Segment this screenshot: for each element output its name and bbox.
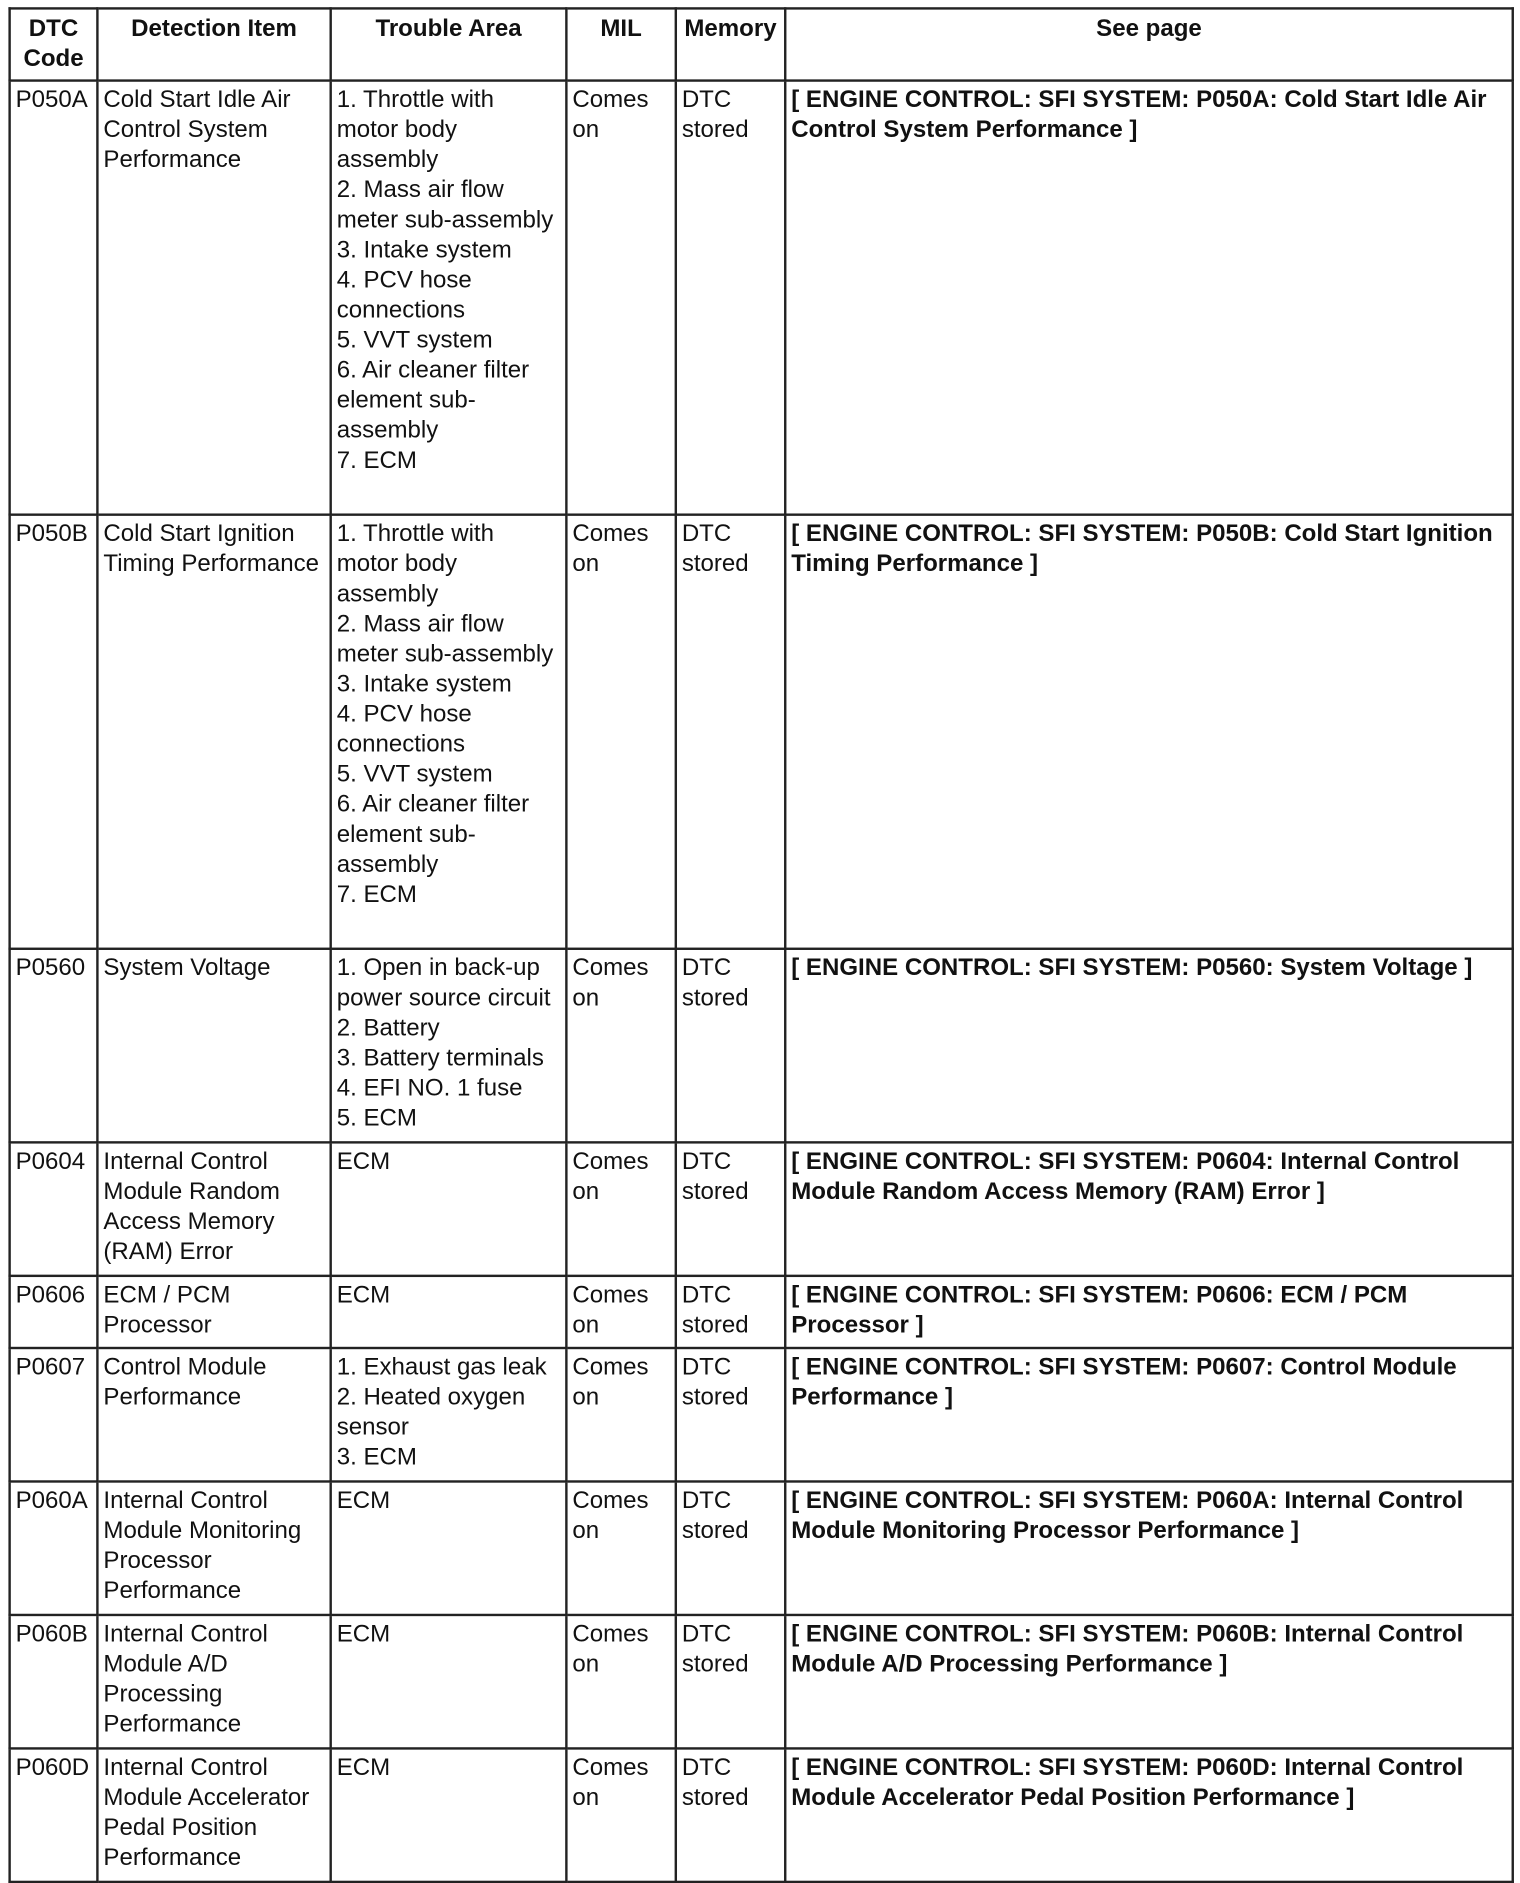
trouble-area-line: 3. Battery terminals [336,1044,544,1072]
memory-cell: DTC stored [676,515,785,949]
trouble-area-line: 6. Air cleaner filter element sub-assembly [336,357,530,444]
header-trouble-area: Trouble Area [331,8,567,80]
mil-cell: Comes on [566,949,675,1143]
header-memory: Memory [676,8,785,80]
table-body [10,81,1513,1882]
trouble-area-line: ECM [336,1754,391,1781]
trouble-area-cell [331,1615,567,1748]
trouble-area-line: ECM [336,1487,391,1514]
dtc-code-cell: P050A [10,81,98,515]
mil-cell: Comes on [566,1615,675,1748]
trouble-area-line: 2. Heated oxygen sensor [336,1384,526,1441]
detection-item-cell: Cold Start Idle Air Control System Performance [97,81,330,515]
mil-cell: Comes on [566,1142,675,1275]
see-page-link[interactable]: [ ENGINE CONTROL: SFI SYSTEM: P0604: Internal Control Module Random Access Memory (RAM) Error ] [785,1142,1513,1275]
detection-item-cell: Internal Control Module A/D Processing Performance [97,1615,330,1748]
see-page-link[interactable]: [ ENGINE CONTROL: SFI SYSTEM: P0607: Control Module Performance ] [785,1348,1513,1481]
trouble-area-line: ECM [336,1281,391,1309]
memory-cell: DTC stored [676,1481,785,1614]
see-page-link[interactable]: [ ENGINE CONTROL: SFI SYSTEM: P0606: ECM / PCM Processor ] [785,1276,1513,1348]
dtc-code-cell: P050B [10,515,98,949]
trouble-area-line: ECM [336,1148,391,1175]
memory-cell: DTC stored [676,1142,785,1275]
see-page-link[interactable]: [ ENGINE CONTROL: SFI SYSTEM: P0560: System Voltage ] [785,949,1513,1143]
see-page-link[interactable]: [ ENGINE CONTROL: SFI SYSTEM: P060B: Internal Control Module A/D Processing Performance ] [785,1615,1513,1748]
trouble-area-cell [331,1748,567,1881]
mil-cell: Comes on [566,515,675,949]
memory-cell: DTC stored [676,1748,785,1881]
dtc-code-cell: P0607 [10,1348,98,1481]
memory-cell: DTC stored [676,1615,785,1748]
detection-item-cell: Internal Control Module Random Access Memory (RAM) Error [97,1142,330,1275]
table-row [10,515,1513,949]
see-page-link[interactable]: [ ENGINE CONTROL: SFI SYSTEM: P050A: Cold Start Idle Air Control System Performance ] [785,81,1513,515]
trouble-area-line: 5. ECM [336,1105,417,1132]
trouble-area-line: 3. Intake system [336,670,512,698]
see-page-link[interactable]: [ ENGINE CONTROL: SFI SYSTEM: P060D: Internal Control Module Accelerator Pedal Position Performance ] [785,1748,1513,1881]
trouble-area-line: ECM [336,1620,391,1648]
table-row [10,1142,1513,1275]
trouble-area-line: 4. PCV hose connections [336,701,472,758]
trouble-area-cell [331,1481,567,1614]
detection-item-cell: Cold Start Ignition Timing Performance [97,515,330,949]
memory-cell: DTC stored [676,1276,785,1348]
dtc-code-cell: P0604 [10,1142,98,1275]
trouble-area-cell [331,515,567,949]
detection-item-cell: ECM / PCM Processor [97,1276,330,1348]
trouble-area-line: 4. EFI NO. 1 fuse [336,1075,523,1102]
dtc-code-cell: P060A [10,1481,98,1614]
trouble-area-line: 1. Throttle with motor body assembly [336,86,495,174]
dtc-code-cell: P0560 [10,949,98,1143]
trouble-area-cell [331,81,567,515]
mil-cell: Comes on [566,1748,675,1881]
header-dtc-code: DTC Code [10,8,98,80]
trouble-area-cell [331,1142,567,1275]
trouble-area-line: 1. Exhaust gas leak [336,1354,547,1381]
trouble-area-line: 1. Throttle with motor body assembly [336,520,495,608]
trouble-area-line: 1. Open in back-up power source circuit [336,954,551,1012]
detection-item-cell: Internal Control Module Accelerator Pedal Position Performance [97,1748,330,1881]
trouble-area-line: 4. PCV hose connections [336,266,472,324]
dtc-code-cell: P060D [10,1748,98,1881]
table-row [10,1615,1513,1748]
mil-cell: Comes on [566,81,675,515]
trouble-area-line: 5. VVT system [336,327,493,354]
header-see-page: See page [785,8,1513,80]
table-row [10,949,1513,1143]
trouble-area-cell [331,1348,567,1481]
table-row [10,81,1513,515]
mil-cell: Comes on [566,1276,675,1348]
detection-item-cell: Control Module Performance [97,1348,330,1481]
memory-cell: DTC stored [676,1348,785,1481]
header-row [10,8,1513,80]
detection-item-cell: System Voltage [97,949,330,1143]
memory-cell: DTC stored [676,949,785,1143]
header-detection-item: Detection Item [97,8,330,80]
table-row [10,1276,1513,1348]
memory-cell: DTC stored [676,81,785,515]
dtc-table [8,7,1514,1883]
see-page-link[interactable]: [ ENGINE CONTROL: SFI SYSTEM: P060A: Internal Control Module Monitoring Processor Performance ] [785,1481,1513,1614]
detection-item-cell: Internal Control Module Monitoring Processor Performance [97,1481,330,1614]
trouble-area-line: 2. Mass air flow meter sub-assembly [336,610,554,668]
trouble-area-cell [331,949,567,1143]
mil-cell: Comes on [566,1481,675,1614]
table-row [10,1748,1513,1881]
trouble-area-line: 2. Mass air flow meter sub-assembly [336,176,554,234]
dtc-code-cell: P0606 [10,1276,98,1348]
table-row [10,1348,1513,1481]
see-page-link[interactable]: [ ENGINE CONTROL: SFI SYSTEM: P050B: Cold Start Ignition Timing Performance ] [785,515,1513,949]
trouble-area-line: 6. Air cleaner filter element sub-assembly [336,791,530,878]
trouble-area-line: 5. VVT system [336,761,493,788]
trouble-area-line: 3. ECM [336,1444,417,1471]
dtc-code-cell: P060B [10,1615,98,1748]
header-mil: MIL [566,8,675,80]
trouble-area-cell [331,1276,567,1348]
trouble-area-line: 3. Intake system [336,236,512,264]
trouble-area-line: 7. ECM [336,447,417,474]
mil-cell: Comes on [566,1348,675,1481]
trouble-area-line: 2. Battery [336,1014,440,1042]
trouble-area-line: 7. ECM [336,881,417,908]
table-row [10,1481,1513,1614]
